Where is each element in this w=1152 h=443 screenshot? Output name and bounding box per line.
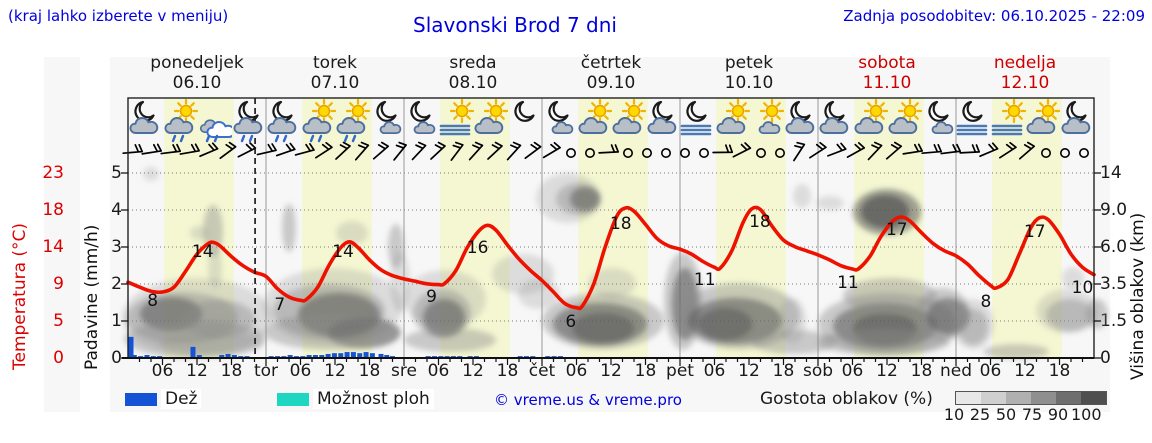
cloud-tick: 6.0 [1100, 237, 1128, 257]
colorbar-scale-value: 10 [943, 405, 965, 424]
cloud-tick: 1.5 [1100, 311, 1128, 331]
page-title: Slavonski Brod 7 dni [413, 13, 617, 37]
day-name: nedelja [993, 53, 1057, 73]
last-update-label: Zadnja posodobitev: 06.10.2025 - 22:09 [843, 7, 1145, 25]
colorbar-scale-value: 90 [1047, 405, 1069, 424]
rain-legend-swatch [125, 393, 157, 406]
precip-tick: 0 [111, 348, 122, 368]
colorbar-scale-value: 50 [995, 405, 1017, 424]
rain-legend-label: Dež [161, 389, 201, 409]
colorbar-segment-90 [1056, 392, 1081, 404]
temp-value-label: 18 [749, 212, 771, 232]
copyright-link[interactable]: © vreme.us & vreme.pro [494, 391, 682, 409]
temp-tick: 23 [42, 163, 64, 183]
day-name: četrtek [580, 53, 642, 73]
x-tick-day: sre [391, 361, 417, 381]
x-tick-day: tor [253, 361, 279, 381]
x-tick-hour: 06 [841, 361, 864, 381]
cloud-tick: 9.0 [1100, 200, 1128, 220]
cloud-tick: 14 [1100, 163, 1122, 183]
x-tick-day: sob [802, 361, 834, 381]
day-name: sobota [858, 53, 916, 73]
x-tick-hour: 18 [358, 361, 381, 381]
x-tick-hour: 12 [462, 361, 484, 381]
day-date: 07.10 [310, 73, 360, 93]
cloud-tick: 3.5 [1100, 274, 1128, 294]
day-date: 12.10 [1000, 73, 1050, 93]
temp-value-label: 8 [147, 291, 159, 311]
x-tick-hour: 06 [289, 361, 312, 381]
day-name: sreda [449, 53, 497, 73]
temp-value-label: 16 [466, 238, 489, 258]
precip-axis-title: Padavine (mm/h) [82, 224, 102, 370]
x-tick-day: ned [939, 361, 973, 381]
menu-hint: (kraj lahko izberete v meniju) [8, 7, 229, 25]
colorbar-segment-75 [1031, 392, 1056, 404]
x-tick-hour: 12 [1014, 361, 1036, 381]
temp-value-label: 18 [609, 214, 632, 234]
cloud-density-colorbar [955, 391, 1107, 405]
cloud-axis-title: Višina oblakov (km) [1128, 212, 1148, 380]
x-tick-hour: 18 [220, 361, 243, 381]
temp-value-label: 17 [1023, 222, 1046, 242]
x-tick-hour: 12 [600, 361, 622, 381]
x-tick-hour: 06 [151, 361, 174, 381]
temp-tick: 0 [53, 348, 64, 368]
x-tick-hour: 06 [565, 361, 588, 381]
temp-axis-title: Temperatura (°C) [10, 222, 30, 370]
temp-value-label: 14 [332, 242, 354, 262]
x-tick-hour: 18 [1048, 361, 1071, 381]
x-tick-hour: 18 [910, 361, 933, 381]
temp-value-label: 7 [274, 295, 286, 315]
temp-value-label: 11 [693, 270, 716, 290]
cloud-tick: 0 [1100, 348, 1111, 368]
day-date: 06.10 [172, 73, 222, 93]
x-tick-hour: 12 [876, 361, 898, 381]
colorbar-segment-10 [956, 392, 981, 404]
day-date: 10.10 [724, 73, 774, 93]
precip-tick: 3 [111, 237, 122, 257]
cloud-density-legend-label: Gostota oblakov (%) [760, 389, 933, 409]
x-tick-hour: 18 [772, 361, 795, 381]
temp-value-label: 17 [885, 220, 908, 240]
precip-tick: 5 [111, 163, 122, 183]
x-tick-hour: 06 [703, 361, 726, 381]
temp-value-label: 8 [980, 292, 992, 312]
precip-tick: 4 [111, 200, 122, 220]
day-date: 08.10 [448, 73, 498, 93]
x-tick-hour: 12 [186, 361, 208, 381]
temp-value-label: 9 [426, 287, 437, 307]
temp-value-label: 11 [837, 273, 859, 293]
temp-value-label: 10 [1071, 278, 1094, 298]
x-tick-hour: 18 [634, 361, 657, 381]
day-date: 11.10 [862, 73, 912, 93]
x-tick-hour: 06 [979, 361, 1002, 381]
colorbar-scale-value: 100 [1071, 405, 1102, 424]
showers-legend-swatch [277, 393, 309, 406]
day-name: ponedeljek [150, 53, 244, 73]
colorbar-segment-25 [981, 392, 1006, 404]
x-tick-day: pet [666, 361, 694, 381]
temp-tick: 9 [53, 274, 64, 294]
x-tick-hour: 06 [427, 361, 450, 381]
temp-value-label: 6 [565, 312, 577, 332]
showers-legend-label: Možnost ploh [313, 389, 434, 409]
day-name: petek [724, 53, 774, 73]
temp-tick: 18 [42, 200, 64, 220]
x-tick-hour: 12 [324, 361, 346, 381]
x-tick-hour: 12 [738, 361, 760, 381]
cloud-density-scale-labels [941, 405, 1102, 424]
colorbar-segment-50 [1006, 392, 1031, 404]
temp-tick: 5 [53, 311, 64, 331]
colorbar-segment-100 [1081, 392, 1106, 404]
day-date: 09.10 [586, 73, 636, 93]
colorbar-scale-value: 25 [969, 405, 991, 424]
precip-tick: 1 [111, 311, 122, 331]
x-tick-hour: 18 [496, 361, 519, 381]
x-tick-day: čet [528, 361, 556, 381]
temp-tick: 14 [42, 237, 64, 257]
colorbar-scale-value: 75 [1021, 405, 1043, 424]
day-name: torek [313, 53, 357, 73]
precip-tick: 2 [111, 274, 122, 294]
temp-value-label: 14 [191, 242, 214, 262]
